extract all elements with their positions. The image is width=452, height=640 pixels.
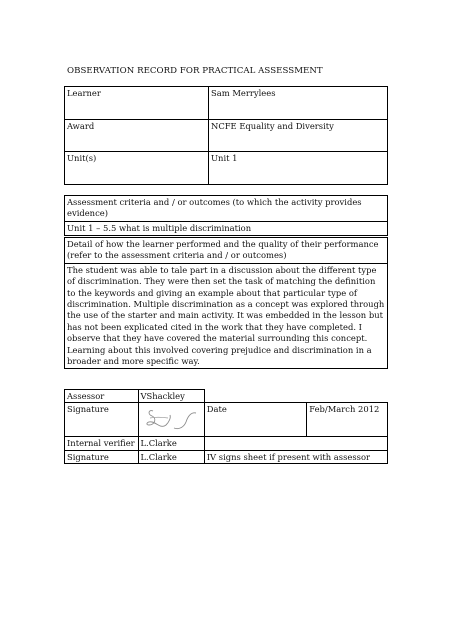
award-value: NCFE Equality and Diversity xyxy=(209,119,388,152)
iv-signature-value: L.Clarke xyxy=(138,450,204,463)
document-title: OBSERVATION RECORD FOR PRACTICAL ASSESSMENT xyxy=(67,66,323,76)
criteria-value: Unit 1 – 5.5 what is multiple discrimination xyxy=(65,221,388,235)
units-value: Unit 1 xyxy=(209,152,388,185)
assessor-signature-row xyxy=(65,403,388,437)
learner-details-table xyxy=(64,86,388,185)
signoff-table xyxy=(64,389,388,464)
iv-note: IV signs sheet if present with assessor xyxy=(204,450,387,463)
handwritten-signature-icon xyxy=(141,404,203,434)
iv-label: Internal verifier xyxy=(65,437,139,450)
units-row xyxy=(65,152,388,185)
learner-row xyxy=(65,87,388,120)
units-label: Unit(s) xyxy=(65,152,209,185)
date-value: Feb/March 2012 xyxy=(307,403,388,437)
learner-value: Sam Merrylees xyxy=(209,87,388,120)
criteria-heading: Assessment criteria and / or outcomes (to which the activity provides evidence) xyxy=(65,196,388,222)
blank-cell-iv xyxy=(204,437,387,450)
assessor-value: VShackley xyxy=(138,390,204,403)
learner-label: Learner xyxy=(65,87,209,120)
performance-detail-table xyxy=(64,237,388,369)
performance-heading: Detail of how the learner performed and the quality of their performance (refer to the assessment criteria and / or outcomes) xyxy=(65,238,388,264)
assessor-row xyxy=(65,390,388,403)
assessor-label: Assessor xyxy=(65,390,139,403)
iv-signature-label: Signature xyxy=(65,450,139,463)
signature-label: Signature xyxy=(65,403,139,437)
date-label: Date xyxy=(204,403,306,437)
iv-signature-row xyxy=(65,450,388,463)
assessor-signature xyxy=(138,403,204,437)
blank-cell xyxy=(204,390,387,403)
performance-text: The student was able to tale part in a discussion about the different type of discrimination. They were then set the task of matching the definition to the keywords and giving an example about that particular type of discrimination. Multiple discrimination as a concept was explored through the use of the starter and main activity. It was embedded in the lesson but has not been explicated cited in the work that they have completed. I observe that they have covered the material surrounding this concept. Learning about this involved covering prejudice and discrimination in a broader and more specific way. xyxy=(65,263,388,369)
iv-value: L.Clarke xyxy=(138,437,204,450)
assessment-criteria-table xyxy=(64,195,388,236)
award-label: Award xyxy=(65,119,209,152)
internal-verifier-row xyxy=(65,437,388,450)
award-row xyxy=(65,119,388,152)
